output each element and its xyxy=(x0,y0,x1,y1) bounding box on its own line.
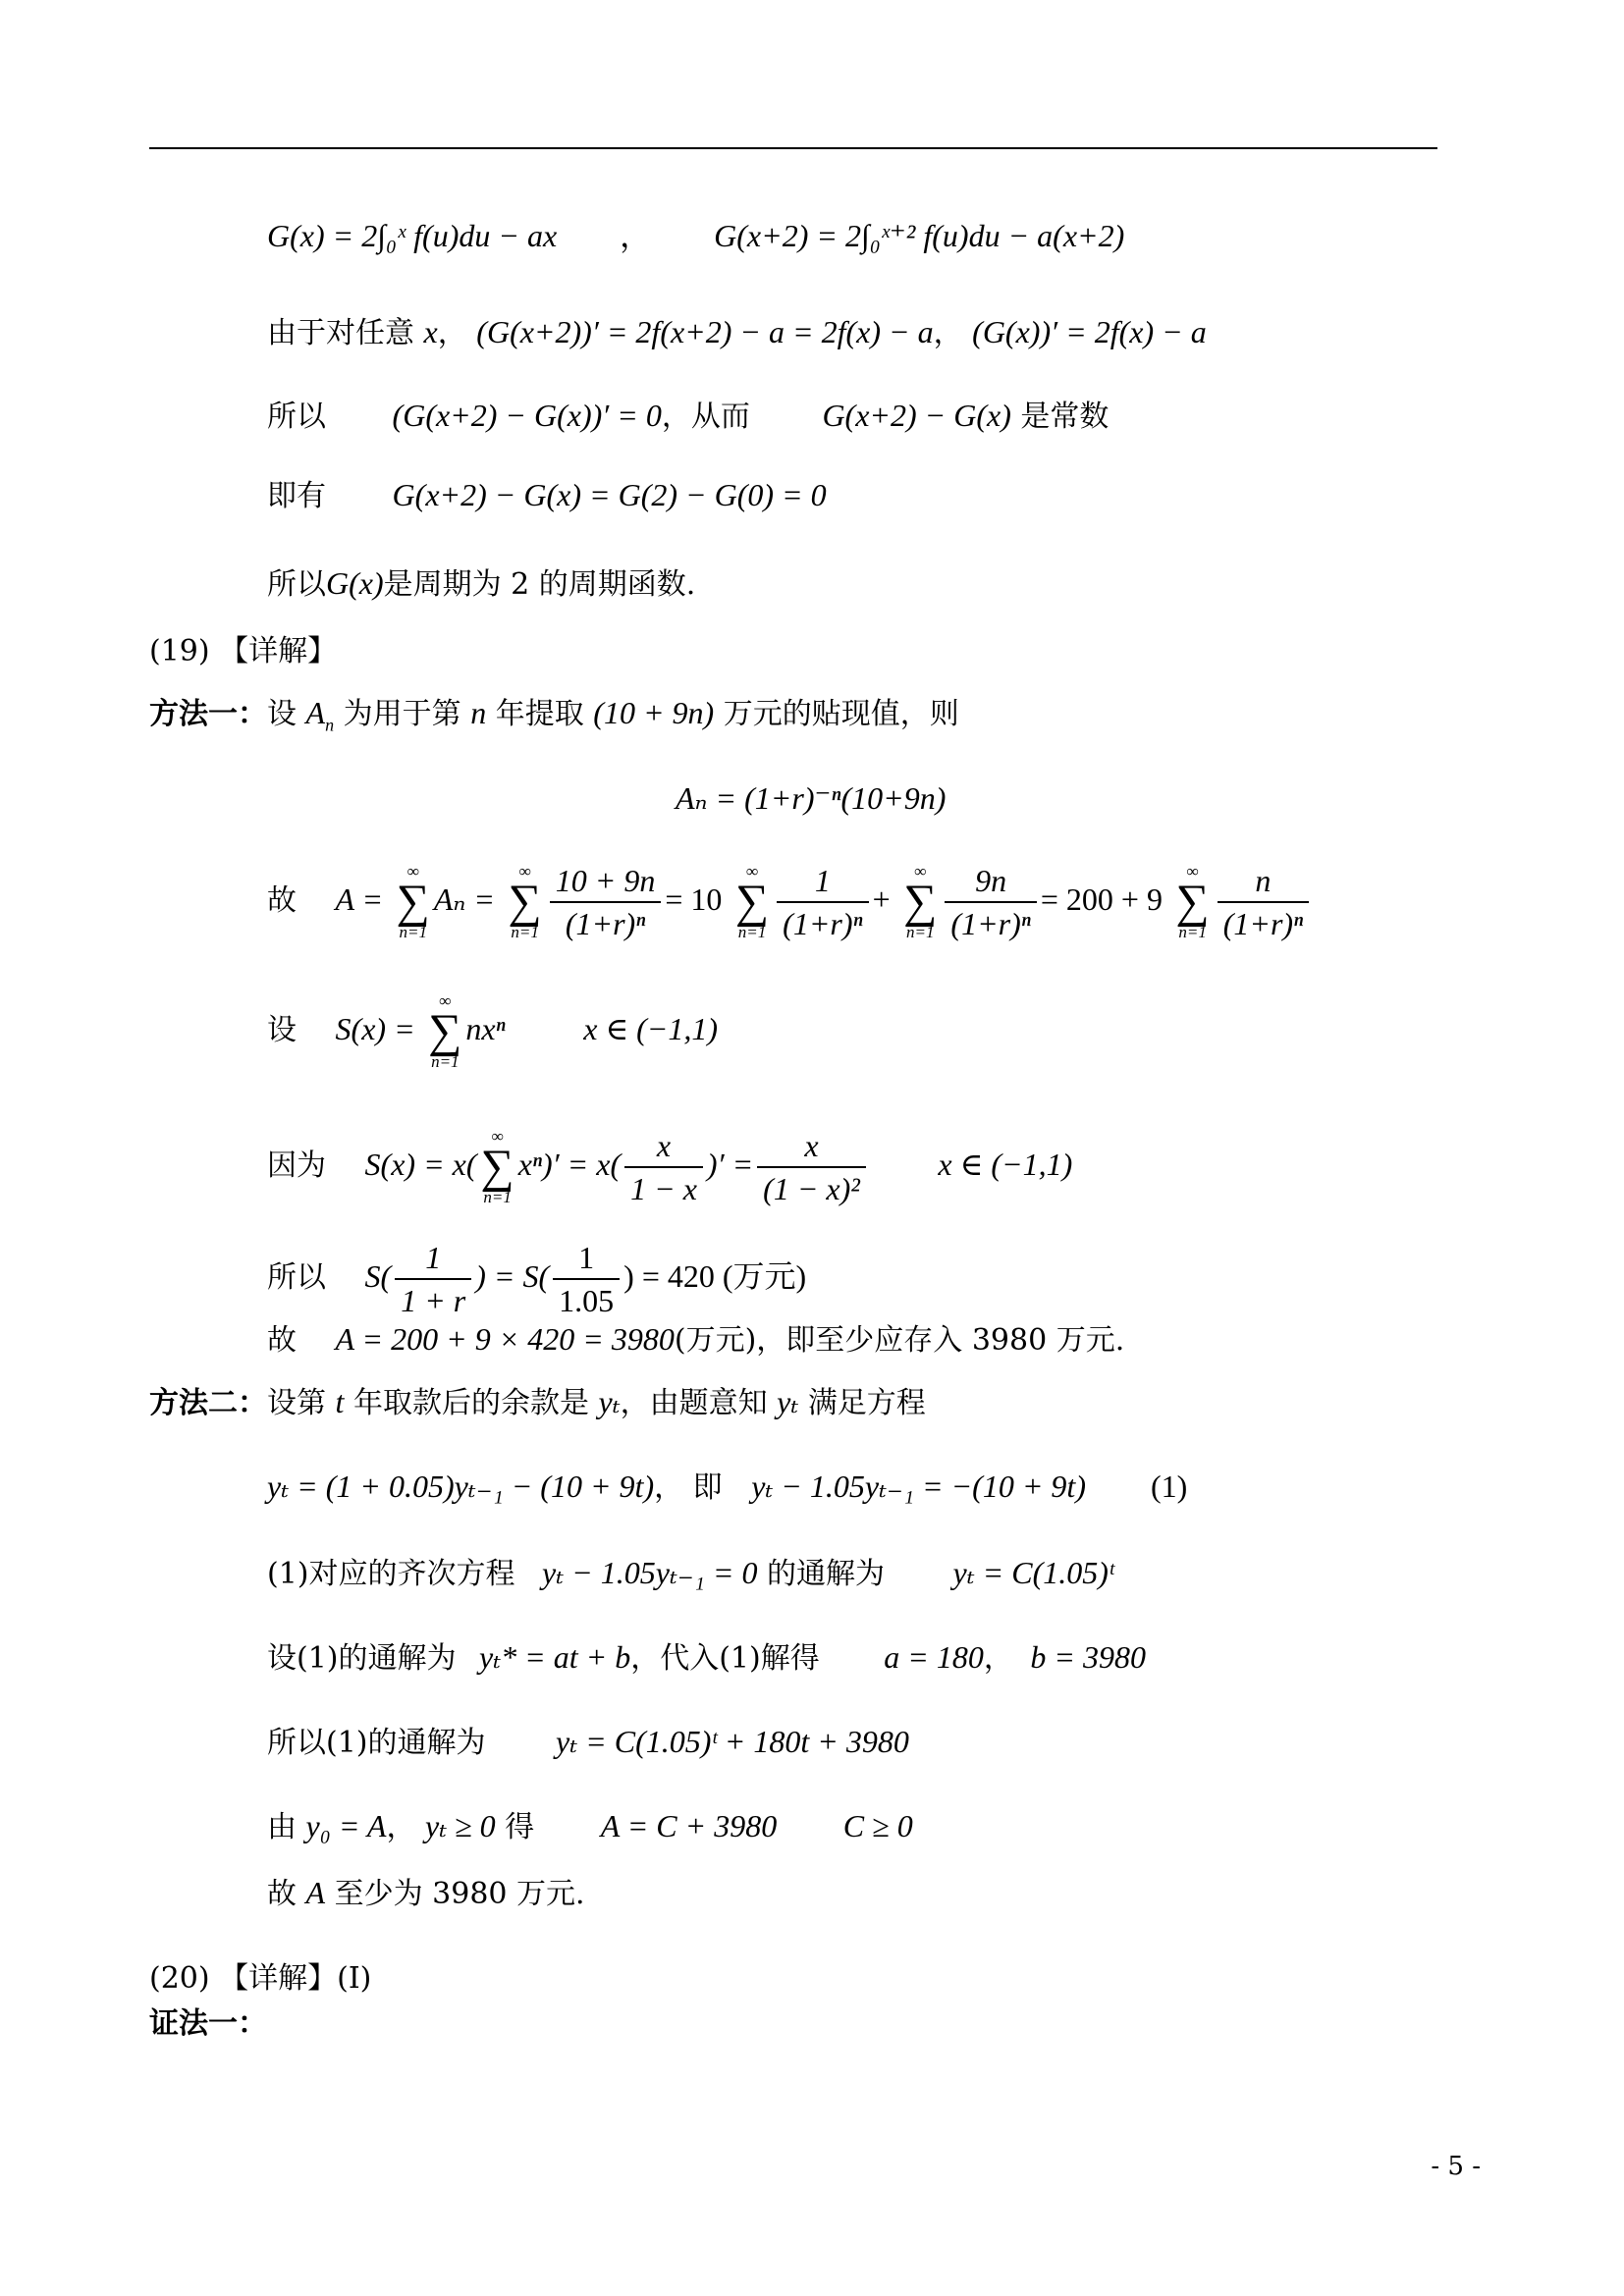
because-a: S(x) = x( xyxy=(364,1147,477,1182)
hence-prefix: 即有 xyxy=(267,479,326,513)
conclusion-line xyxy=(267,565,695,603)
derivative-expr2: (G(x))′ = 2f(x) − a xyxy=(972,314,1207,349)
final-line xyxy=(267,1875,585,1912)
S-def-tail: nxⁿ xyxy=(465,1011,506,1046)
homog-c: 的通解为 xyxy=(766,1557,885,1591)
particular-a: 设(1)的通解为 xyxy=(267,1641,457,1676)
method1-text-a: 设 xyxy=(267,697,297,731)
method2-text-b: 年取款后的余款是 xyxy=(352,1386,589,1420)
g-def-sep: ， xyxy=(620,218,652,253)
method2-text-a: 设第 xyxy=(267,1386,326,1420)
result-line xyxy=(267,1321,1124,1359)
because-line xyxy=(267,1127,1072,1207)
final-c: 至少为 3980 万元. xyxy=(334,1877,585,1911)
constant-line xyxy=(267,398,1109,435)
constant-prefix: 所以 xyxy=(267,400,326,434)
initial-f: A = C + 3980 xyxy=(600,1808,778,1843)
initial-line xyxy=(267,1808,913,1845)
general-line xyxy=(267,1724,909,1761)
so-label: 所以 xyxy=(267,1260,326,1295)
sum-frac-2: $\frac{1}{\text{(1+r)ⁿ}}$ xyxy=(777,862,868,942)
conclusion-suffix: 是周期为 2 的周期函数. xyxy=(383,567,696,602)
homog-b: yₜ − 1.05yₜ₋₁ = 0 xyxy=(542,1555,758,1590)
derivative-var: x xyxy=(423,314,438,349)
so-line xyxy=(267,1239,806,1319)
method2-t: t xyxy=(335,1384,345,1419)
homog-a: (1)对应的齐次方程 xyxy=(267,1557,515,1591)
because-sum: ∞ ∑ n=1 xyxy=(480,1127,514,1206)
so-a: S( xyxy=(364,1258,392,1294)
derivative-line xyxy=(267,314,1207,351)
g-def-expr2: G(x+2) = 2∫₀ˣ⁺² f(u)du − a(x+2) xyxy=(714,218,1125,253)
method2-label: 方法二： xyxy=(149,1386,267,1420)
sum-ten: = 10 xyxy=(665,881,723,917)
constant-expr1: (G(x+2) − G(x))′ = 0 xyxy=(392,398,662,433)
method2-line xyxy=(149,1384,926,1421)
final-a: 故 xyxy=(267,1877,297,1911)
general-a: 所以(1)的通解为 xyxy=(267,1726,486,1760)
method2-text-c: ，由题意知 xyxy=(620,1386,768,1420)
sum-sign-2: ∞ ∑ n=1 xyxy=(508,862,542,941)
initial-b: y₀ = A xyxy=(305,1808,387,1843)
final-b: A xyxy=(305,1875,326,1910)
derivative-prefix: 由于对任意 xyxy=(267,316,414,350)
S-def-label: 设 xyxy=(267,1013,297,1047)
sum-mid: = 200 + 9 xyxy=(1040,881,1163,917)
so-frac-2: $\frac{1}{1.05}$ xyxy=(553,1239,620,1319)
page-number: - 5 - xyxy=(1431,2152,1481,2181)
initial-d: yₜ ≥ 0 xyxy=(424,1808,496,1843)
method1-text-c: 年提取 xyxy=(495,697,584,731)
method2-y-2: yₜ xyxy=(777,1384,799,1419)
q20-proof1-label: 证法一： xyxy=(149,2006,267,2041)
sum-label: 故 xyxy=(267,883,297,918)
derivative-comma-2: ， xyxy=(933,316,963,350)
sum-sign-4: ∞ ∑ n=1 xyxy=(903,862,938,941)
because-c: )′ = xyxy=(706,1147,754,1182)
homogeneous-line xyxy=(267,1555,1113,1592)
method1-label: 方法一： xyxy=(149,697,267,731)
sum-sign-3: ∞ ∑ n=1 xyxy=(734,862,770,941)
particular-e: ， xyxy=(983,1641,1013,1676)
method2-text-d: 满足方程 xyxy=(807,1386,926,1420)
q19-heading: (19) 【详解】 xyxy=(149,634,338,668)
because-b: xⁿ)′ = x( xyxy=(517,1147,622,1182)
eq1-tag: (1) xyxy=(1151,1468,1188,1504)
sum-An: Aₙ = xyxy=(433,881,495,917)
particular-b: yₜ* = at + b xyxy=(479,1639,631,1675)
because-frac-2: $\frac{x}{\text{(1 − x)²}}$ xyxy=(757,1127,866,1207)
derivative-comma: ， xyxy=(437,316,467,350)
method1-text-e: 万元的贴现值，则 xyxy=(723,697,959,731)
header-rule xyxy=(149,147,1437,149)
initial-e: 得 xyxy=(505,1810,535,1844)
homog-d: yₜ = C(1.05)ᵗ xyxy=(952,1555,1114,1590)
method1-n: n xyxy=(470,695,487,730)
eq1-c: yₜ − 1.05yₜ₋₁ = −(10 + 9t) xyxy=(751,1468,1086,1504)
derivative-expr1: (G(x+2))′ = 2f(x+2) − a = 2f(x) − a xyxy=(476,314,934,349)
method1-line xyxy=(149,695,959,742)
initial-a: 由 xyxy=(267,1810,297,1844)
g-def-expr1: G(x) = 2∫₀ˣ f(u)du − ax xyxy=(267,218,558,253)
conclusion-prefix: 所以 xyxy=(267,567,326,602)
equation-1-line xyxy=(267,1468,1188,1506)
result-expr: A = 200 + 9 × 420 = 3980 xyxy=(335,1321,675,1357)
particular-c: ，代入(1)解得 xyxy=(630,1641,820,1676)
particular-line xyxy=(267,1639,1146,1677)
An-formula: Aₙ = (1+r)⁻ⁿ(10+9n) xyxy=(676,780,947,816)
sum-frac-3: $\frac{9n}{\text{(1+r)ⁿ}}$ xyxy=(945,862,1036,942)
method2-y: yₜ xyxy=(598,1384,621,1419)
method1-An: $A_n$ xyxy=(305,695,335,735)
so-frac-1: $\frac{1}{1 + r}$ xyxy=(395,1239,471,1319)
sum-sign-1: ∞ ∑ n=1 xyxy=(396,862,430,941)
result-tail: (万元)，即至少应存入 3980 万元. xyxy=(674,1323,1125,1358)
S-def-sum: ∞ ∑ n=1 xyxy=(428,991,462,1071)
S-def-line xyxy=(267,991,718,1071)
hence-line xyxy=(267,477,827,514)
sum-frac-1: $\frac{10 + 9n}{\text{(1+r)ⁿ}}$ xyxy=(550,862,662,942)
constant-expr2: G(x+2) − G(x) xyxy=(822,398,1011,433)
method1-text-d: (10 + 9n) xyxy=(593,695,715,730)
initial-g: C ≥ 0 xyxy=(842,1808,913,1843)
so-c: ) = 420 (万元) xyxy=(623,1258,807,1294)
particular-d: a = 180 xyxy=(884,1639,984,1675)
sum-frac-4: $\frac{n}{\text{(1+r)ⁿ}}$ xyxy=(1218,862,1309,942)
sum-line xyxy=(267,862,1313,942)
particular-f: b = 3980 xyxy=(1030,1639,1146,1675)
hence-expr: G(x+2) − G(x) = G(2) − G(0) = 0 xyxy=(392,477,827,512)
result-label: 故 xyxy=(267,1323,297,1358)
S-domain: x ∈ (−1,1) xyxy=(583,1011,719,1046)
so-b: ) = S( xyxy=(475,1258,550,1294)
eq1-b: ， 即 xyxy=(654,1470,723,1505)
conclusion-expr: G(x) xyxy=(326,565,384,601)
sum-A-eq: A = xyxy=(335,881,384,917)
constant-suffix: 是常数 xyxy=(1020,400,1110,434)
because-label: 因为 xyxy=(267,1148,326,1183)
sum-plus: + xyxy=(872,881,891,917)
because-frac-1: $\frac{x}{1 - x}$ xyxy=(624,1127,703,1207)
g-definition-line xyxy=(267,218,1124,253)
sum-sign-5: ∞ ∑ n=1 xyxy=(1175,862,1210,941)
eq1-a: yₜ = (1 + 0.05)yₜ₋₁ − (10 + 9t) xyxy=(267,1468,655,1504)
constant-mid: ，从而 xyxy=(661,400,750,434)
S-def: S(x) = xyxy=(335,1011,415,1046)
q20-heading: (20) 【详解】(I) xyxy=(149,1961,372,1996)
method1-text-b: 为用于第 xyxy=(343,697,461,731)
general-b: yₜ = C(1.05)ᵗ + 180t + 3980 xyxy=(556,1724,909,1759)
initial-c: ， xyxy=(386,1810,416,1844)
because-domain: x ∈ (−1,1) xyxy=(938,1147,1073,1182)
